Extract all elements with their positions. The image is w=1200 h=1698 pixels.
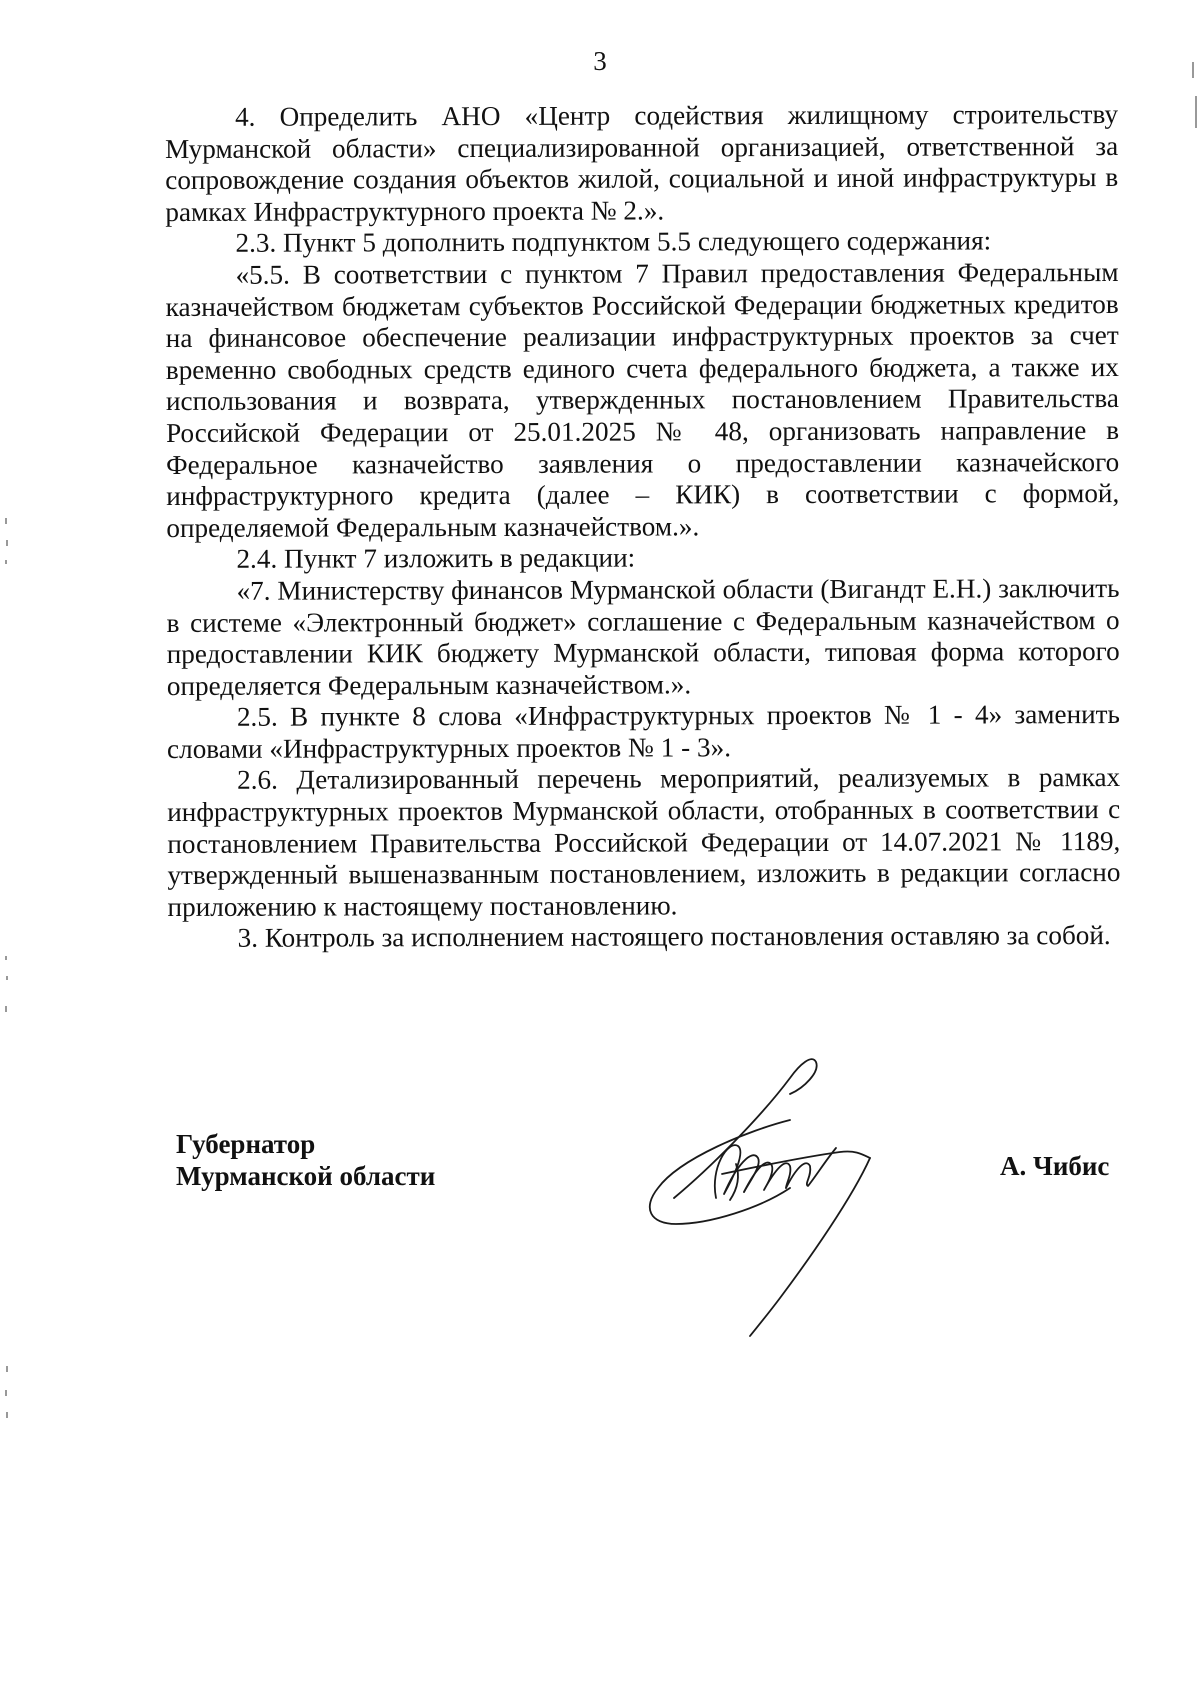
signatory-name: А. Чибис xyxy=(1000,1151,1110,1181)
signatory-title-line2: Мурманской области xyxy=(176,1161,436,1191)
signatory-title-line1: Губернатор xyxy=(176,1129,316,1159)
paragraph-2-3: 2.3. Пункт 5 дополнить подпунктом 5.5 следующего содержания: xyxy=(235,225,992,259)
paragraph-2-5: 2.5. В пункте 8 слова «Инфраструктурных проектов № 1 - 4» заменить словами «Инфраструктурных проектов № 1 - 3». xyxy=(166,699,1120,764)
page-number: 3 xyxy=(593,46,607,76)
paragraph-3: 3. Контроль за исполнением настоящего постановления оставляю за собой. xyxy=(237,920,1111,954)
paragraph-quote-7: «7. Министерству финансов Мурманской области (Вигандт Е.Н.) заключить в системе «Электронный бюджет» соглашение с Федеральным казначейством о предоставлении КИК бюджету Мурманской области, типовая форма которого определяется Федеральным казначейством.». xyxy=(166,572,1120,701)
paragraph-2-4: 2.4. Пункт 7 изложить в редакции: xyxy=(236,542,636,575)
paragraph-2-6: 2.6. Детализированный перечень мероприятий, реализуемых в рамках инфраструктурных проектов Мурманской области, отобранных в соответствии с постановлением Правительства Российской Федерации от 14.07.2021 № 1189, утвержденный вышеназванным постановлением, изложить в редакции согласно приложению к настоящему постановлению. xyxy=(167,762,1121,922)
paragraph-item-4: 4. Определить АНО «Центр содействия жилищному строительству Мурманской области» специализированной организацией, ответственной за сопровождение создания объектов жилой, социальной и иной инфраструктуры в рамках Инфраструктурного проекта № 2.». xyxy=(165,99,1119,227)
paragraph-quote-5-5: «5.5. В соответствии с пунктом 7 Правил предоставления Федеральным казначейством бюджетам субъектов Российской Федерации бюджетных кредитов на финансовое обеспечение реализации инфраструктурных проектов за счет временно свободных средств единого счета федерального бюджета, а также их использования и возврата, утвержденных постановлением Правительства Российской Федерации от 25.01.2025 № 48, организовать направление в Федеральное казначейство заявления о предоставлении казначейского инфраструктурного кредита (далее – КИК) в соответствии с формой, определяемой Федеральным казначейством.». xyxy=(165,256,1120,543)
